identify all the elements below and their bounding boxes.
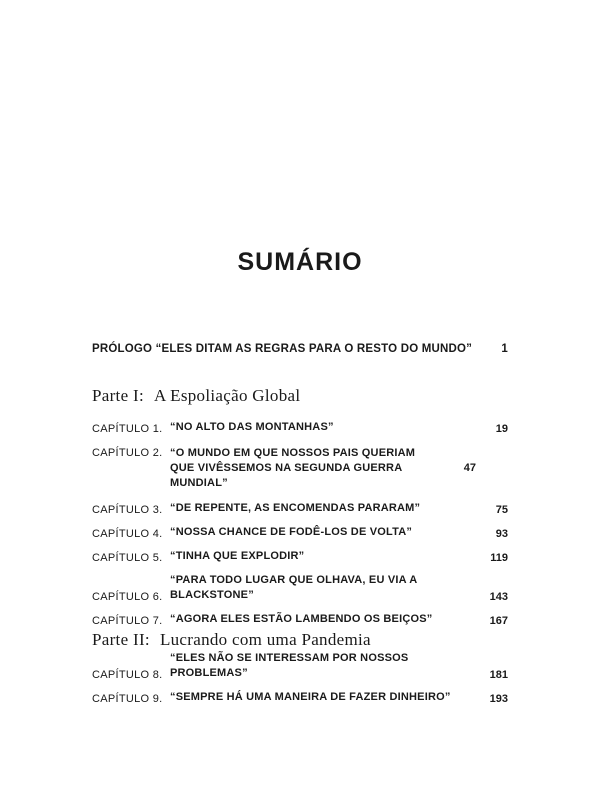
chapter-page: 19	[495, 423, 508, 435]
chapter-title: “TINHA QUE EXPLODIR”	[170, 550, 305, 562]
chapter-number: CAPÍTULO 5.	[92, 552, 163, 564]
chapter-page: 75	[495, 504, 508, 516]
part-2-title: Lucrando com uma Pandemia	[159, 630, 371, 649]
chapter-entry	[92, 549, 508, 564]
chapter-number: CAPÍTULO 3.	[92, 504, 163, 516]
chapter-title: “NO ALTO DAS MONTANHAS”	[170, 421, 334, 433]
chapter-entry	[92, 420, 508, 435]
prologue-entry	[92, 343, 508, 355]
chapter-entry	[92, 446, 508, 491]
chapter-title: “NOSSA CHANCE DE FODÊ-LOS DE VOLTA”	[170, 526, 413, 538]
chapter-page: 143	[489, 591, 508, 603]
chapter-entry	[92, 690, 508, 705]
chapter-title: “O MUNDO EM QUE NOSSOS PAIS QUERIAM QUE VIVÊSSEMOS NA SEGUNDA GUERRA MUNDIAL”	[170, 447, 416, 489]
part-1-title: A Espoliação Global	[153, 386, 301, 405]
chapter-entry	[92, 525, 508, 540]
chapter-title: “AGORA ELES ESTÃO LAMBENDO OS BEIÇOS”	[170, 613, 433, 625]
chapter-entry	[92, 652, 508, 681]
chapter-page: 47	[463, 462, 476, 474]
prologue-page: 1	[501, 343, 508, 355]
chapter-page: 93	[495, 528, 508, 540]
chapter-number: CAPÍTULO 4.	[92, 528, 163, 540]
chapter-entry	[92, 573, 508, 603]
page-title: SUMÁRIO	[237, 248, 363, 276]
chapter-number: CAPÍTULO 9.	[92, 693, 163, 705]
chapter-page: 119	[490, 552, 508, 564]
chapter-page: 193	[489, 693, 508, 705]
chapter-entry	[92, 501, 508, 516]
chapter-page: 167	[489, 615, 508, 627]
chapter-title: “ELES NÃO SE INTERESSAM POR NOSSOS PROBLEMAS”	[170, 652, 409, 679]
part-2-label: Parte II:	[92, 630, 150, 649]
prologue-title: PRÓLOGO “ELES DITAM AS REGRAS PARA O RESTO DO MUNDO”	[92, 343, 473, 355]
part-2-chapter-list	[92, 652, 508, 705]
chapter-page: 181	[489, 669, 508, 681]
chapter-number: CAPÍTULO 2.	[92, 447, 163, 459]
chapter-entry	[92, 612, 508, 627]
part-2-heading	[92, 630, 371, 650]
part-1-chapter-list	[92, 420, 508, 627]
chapter-title: “DE REPENTE, AS ENCOMENDAS PARARAM”	[170, 502, 421, 514]
chapter-number: CAPÍTULO 8.	[92, 669, 163, 681]
part-1-label: Parte I:	[92, 386, 144, 405]
chapter-number: CAPÍTULO 7.	[92, 615, 163, 627]
chapter-title: “SEMPRE HÁ UMA MANEIRA DE FAZER DINHEIRO”	[170, 691, 451, 703]
chapter-title: “PARA TODO LUGAR QUE OLHAVA, EU VIA A BLACKSTONE”	[170, 574, 417, 601]
chapter-number: CAPÍTULO 6.	[92, 591, 163, 603]
chapter-number: CAPÍTULO 1.	[92, 423, 163, 435]
part-1-heading	[92, 386, 300, 406]
